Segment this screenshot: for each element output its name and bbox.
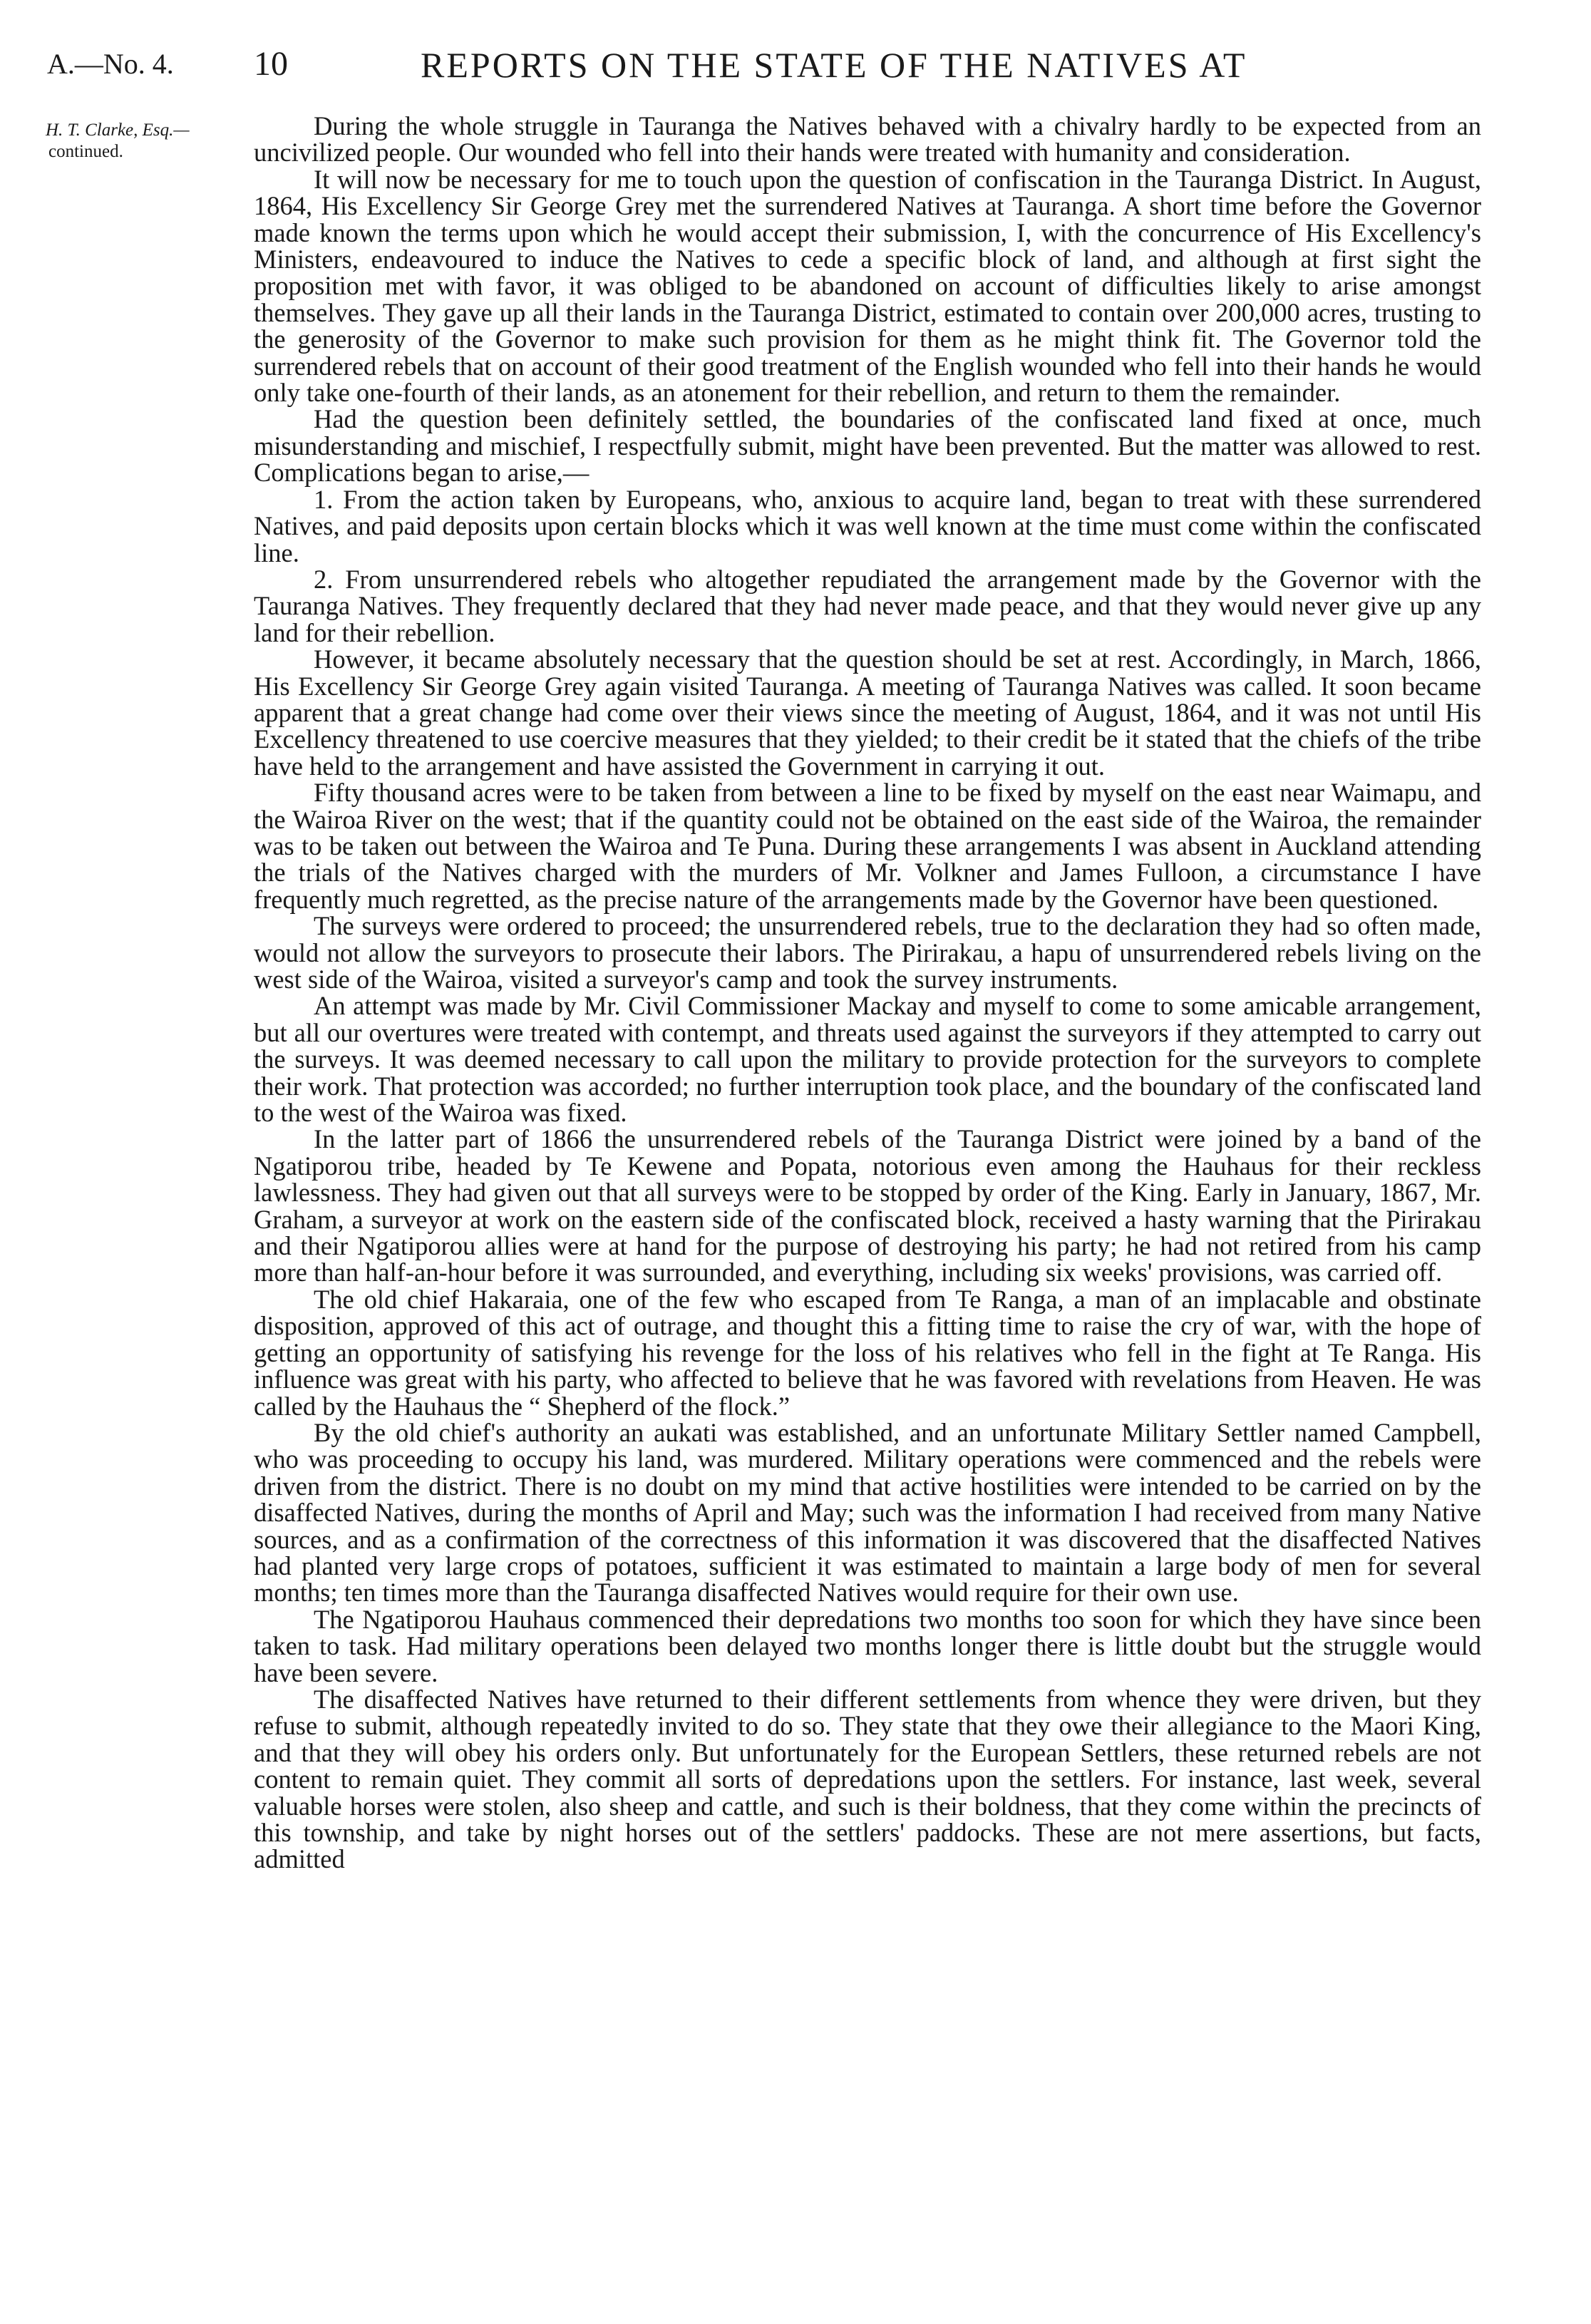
paragraph: 2. From unsurrendered rebels who altogether repudiated the arrangement made by the Governor with the Tauranga Natives. They frequently declared that they had never made peace, and that they would never give up any land for their rebellion. [254, 564, 1481, 647]
paragraph: The surveys were ordered to proceed; the unsurrendered rebels, true to the declaration they had so often made, would not allow the surveyors to prosecute their labors. The Pirirakau, a hapu of unsurrendered rebels living on the west side of the Wairoa, visited a surveyor's camp and took the survey instruments. [254, 911, 1481, 994]
paragraph: The Ngatiporou Hauhaus commenced their depredations two months too soon for which they have since been taken to task. Had military operations been delayed two months longer there is little doubt but the struggle would have been severe. [254, 1604, 1481, 1687]
margin-note-continued: continued. [48, 142, 123, 161]
page-number: 10 [254, 45, 288, 83]
margin-note-author: H. T. Clarke, Esq.— [46, 120, 190, 140]
paragraph: 1. From the action taken by Europeans, who, anxious to acquire land, began to treat with these surrendered Natives, and paid deposits upon certain blocks which it was well known at the time must come within the confiscated line. [254, 484, 1481, 567]
paragraph: Fifty thousand acres were to be taken from between a line to be fixed by myself on the east near Waimapu, and the Wairoa River on the west; that if the quantity could not be obtained on the east side of the Wairoa, the remainder was to be taken out between the Wairoa and Te Puna. During these arrangements I was absent in Auckland attending the trials of the Natives charged with the murders of Mr. Volkner and James Fulloon, a circumstance I have frequently much regretted, as the precise nature of the arrangements made by the Governor have been questioned. [254, 778, 1481, 914]
page-header [0, 44, 1591, 87]
paragraph: Had the question been definitely settled, the boundaries of the confiscated land fixed at once, much misunderstanding and mischief, I respectfully submit, might have been prevented. But the matter was allowed to rest. Complications began to arise,— [254, 404, 1481, 488]
margin-note [46, 120, 259, 163]
paragraph: The disaffected Natives have returned to their different settlements from whence they were driven, but they refuse to submit, although repeatedly invited to do so. They state that they owe their allegiance to the Maori King, and that they will obey his orders only. But unfortunately for the European Settlers, these returned rebels are not content to remain quiet. They commit all sorts of depredations upon the settlers. For instance, last week, several valuable horses were stolen, also sheep and cattle, and such is their boldness, that they come within the precincts of this township, and take by night horses out of the settlers' paddocks. These are not mere assertions, but facts, admitted [254, 1684, 1481, 1874]
paragraph: The old chief Hakaraia, one of the few who escaped from Te Ranga, a man of an implacable and obstinate disposition, approved of this act of outrage, and thought this a fitting time to raise the cry of war, with the hope of getting an opportunity of satisfying his revenge for the loss of his relatives who fell in the fight at Te Ranga. His influence was great with his party, who affected to believe that he was favored with revelations from Heaven. He was called by the Hauhaus the “ Shepherd of the flock.” [254, 1284, 1481, 1421]
report-body [254, 113, 1481, 1873]
paragraph: However, it became absolutely necessary that the question should be set at rest. Accordingly, in March, 1866, His Excellency Sir George Grey again visited Tauranga. A meeting of Tauranga Natives was called. It soon became apparent that a great change had come over their views since the meeting of August, 1864, and it was not until His Excellency threatened to use coercive measures that they yielded; to their credit be it stated that the chiefs of the tribe have held to the arrangement and have assisted the Government in carrying it out. [254, 644, 1481, 781]
paragraph: By the old chief's authority an aukati was established, and an unfortunate Military Settler named Campbell, who was proceeding to occupy his land, was murdered. Military operations were commenced and the rebels were driven from the district. There is no doubt on my mind that active hostilities were intended to be carried on by the disaffected Natives, during the months of April and May; such was the information I had received from many Native sources, and as a confirmation of the correctness of this information it was discovered that the disaffected Natives had planted very large crops of potatoes, sufficient it was estimated to maintain a large body of men for several months; ten times more than the Tauranga disaffected Natives would require for their own use. [254, 1417, 1481, 1608]
paragraph: During the whole struggle in Tauranga the Natives behaved with a chivalry hardly to be expected from an uncivilized people. Our wounded who fell into their hands were treated with humanity and consideration. [254, 111, 1481, 168]
running-title: REPORTS ON THE STATE OF THE NATIVES AT [421, 45, 1247, 85]
document-reference: A.—No. 4. [47, 48, 174, 80]
paragraph: It will now be necessary for me to touch upon the question of confiscation in the Tauranga District. In August, 1864, His Excellency Sir George Grey met the surrendered Natives at Tauranga. A short time before the Governor made known the terms upon which he would accept their submission, I, with the concurrence of His Excellency's Ministers, endeavoured to induce the Natives to cede a specific block of land, and although at first sight the proposition met with favor, it was obliged to be abandoned on account of difficulties likely to arise amongst themselves. They gave up all their lands in the Tauranga District, estimated to contain over 200,000 acres, trusting to the generosity of the Governor to make such provision for them as he might think fit. The Governor told the surrendered rebels that on account of their good treatment of the English wounded who fell into their hands he would only take one-fourth of their lands, as an atonement for their rebellion, and return to them the remainder. [254, 164, 1481, 408]
paragraph: An attempt was made by Mr. Civil Commissioner Mackay and myself to come to some amicable arrangement, but all our overtures were treated with contempt, and threats used against the surveyors if they attempted to carry out the surveys. It was deemed necessary to call upon the military to provide protection for the surveyors to complete their work. That protection was accorded; no further interruption took place, and the boundary of the confiscated land to the west of the Wairoa was fixed. [254, 991, 1481, 1128]
paragraph: In the latter part of 1866 the unsurrendered rebels of the Tauranga District were joined by a band of the Ngatiporou tribe, headed by Te Kewene and Popata, notorious even among the Hauhaus for their reckless lawlessness. They had given out that all surveys were to be stopped by order of the King. Early in January, 1867, Mr. Graham, a surveyor at work on the eastern side of the confiscated block, received a hasty warning that the Pirirakau and their Ngatiporou allies were at hand for the purpose of destroying his party; he had not retired from his camp more than half-an-hour before it was surrounded, and everything, including six weeks' provisions, was carried off. [254, 1124, 1481, 1287]
